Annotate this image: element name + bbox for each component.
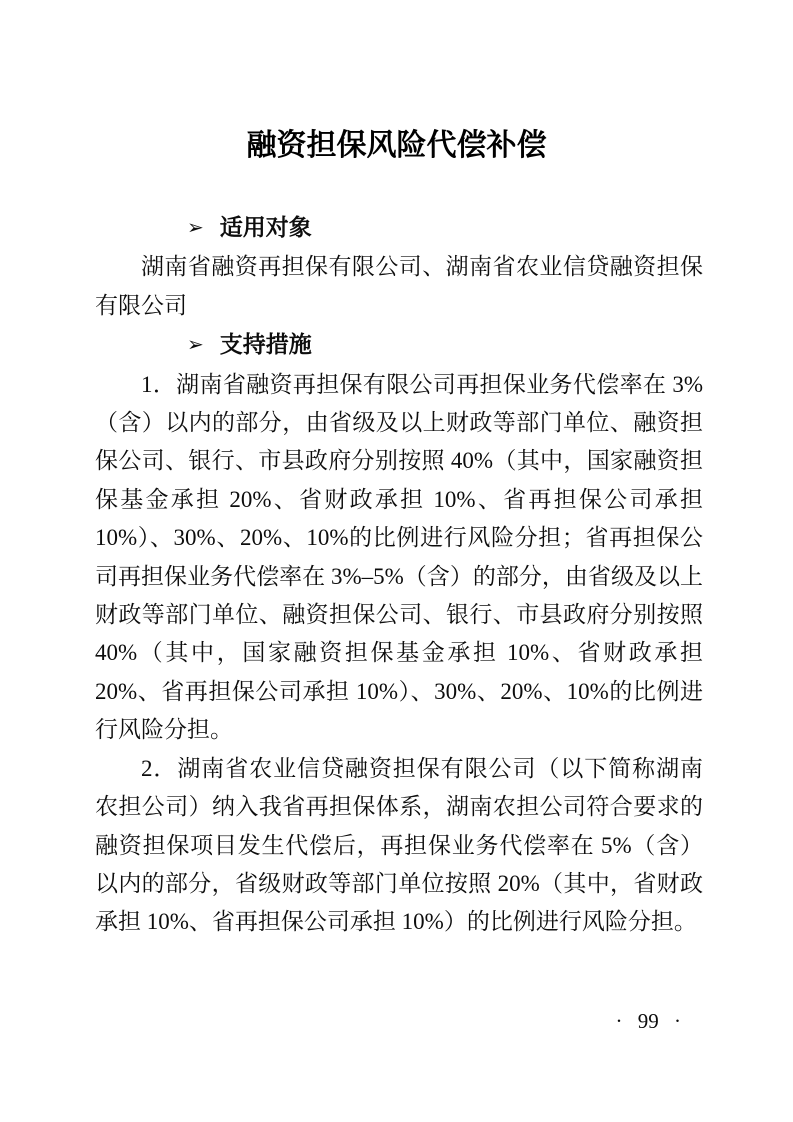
page-title: 融资担保风险代偿补偿 — [246, 129, 547, 162]
support-measure-paragraph-2: 2．湖南省农业信贷融资担保有限公司（以下简称湖南农担公司）纳入我省再担保体系，湖南农担公司符合要求的融资担保项目发生代偿后，再担保业务代偿率在 5%（含）以内的部分，省级财政等部门单位按照 20%（其中，省财政承担 10%、省再担保公司承担 10%）的比例进行风险分担。 — [95, 755, 703, 935]
section-heading-applicable-targets — [95, 208, 703, 248]
support-measure-paragraph-1: 1．湖南省融资再担保有限公司再担保业务代偿率在 3%（含）以内的部分，由省级及以上财政等部门单位、融资担保公司、银行、市县政府分别按照 40%（其中，国家融资担保基金承担 20%、省财政承担 10%、省再担保公司承担 10%）、30%、20%、10%的比例进行风险分担；省再担保公司再担保业务代偿率在 3%–5%（含）的部分，由省级及以上财政等部门单位、融资担保公司、银行、市县政府分别按照 40%（其中，国家融资担保基金承担 10%、省财政承担 20%、省再担保公司承担 10%）、30%、20%、10%的比例进行风险分担。 — [95, 371, 703, 743]
section-heading-label: 支持措施 — [219, 331, 312, 358]
section-heading-support-measures — [95, 325, 703, 365]
applicable-targets-paragraph: 湖南省融资再担保有限公司、湖南省农业信贷融资担保有限公司 — [95, 254, 703, 318]
section-heading-label: 适用对象 — [219, 214, 312, 240]
arrow-bullet-icon: ➢ — [187, 334, 204, 357]
page-number: · 99 · — [615, 1009, 681, 1033]
arrow-bullet-icon: ➢ — [187, 217, 204, 239]
document-body — [0, 166, 793, 942]
